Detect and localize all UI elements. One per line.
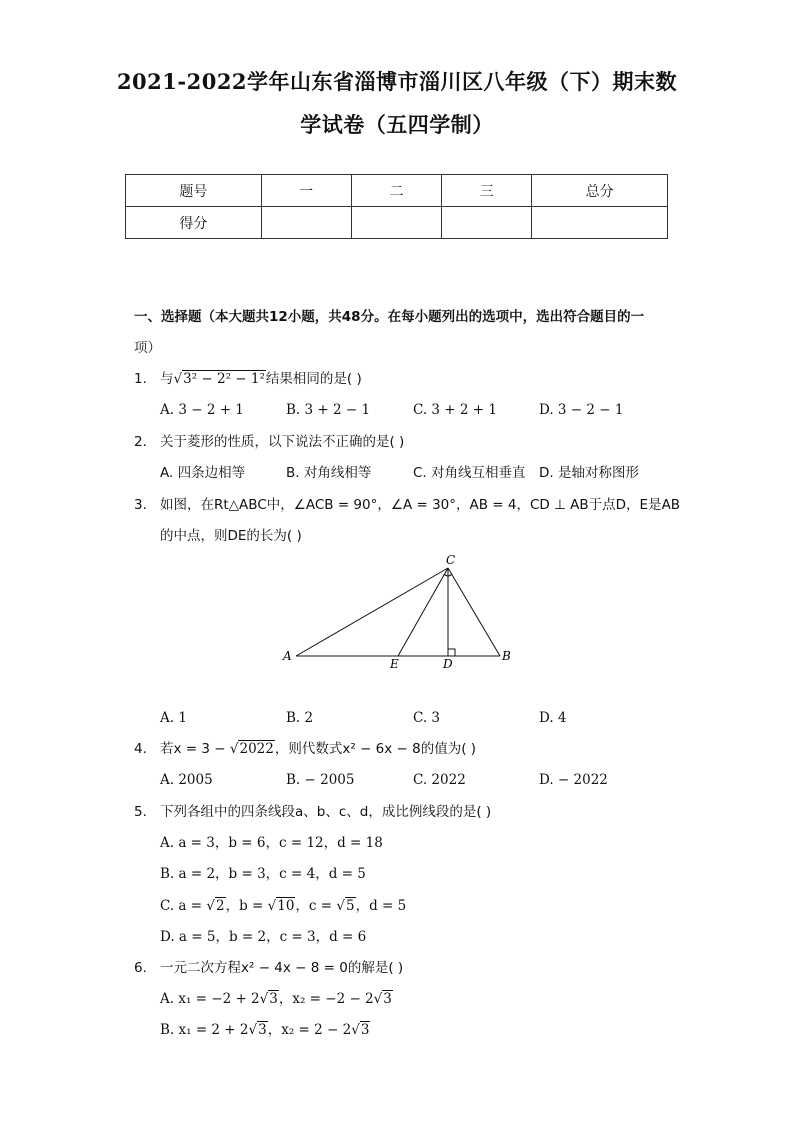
score-header-cell: 总分 xyxy=(532,175,668,207)
side-ac xyxy=(296,568,448,656)
q2-option-a[interactable]: A. 四条边相等 xyxy=(160,465,246,481)
sqrt-sign: √ xyxy=(206,898,215,914)
q2-option-d[interactable]: D. 是轴对称图形 xyxy=(539,465,639,481)
triangle-figure xyxy=(0,550,794,680)
page-title-line1: 2021-2022学年山东省淄博市淄川区八年级（下）期末数 xyxy=(116,69,678,94)
question-6-text: 一元二次方程x² − 4x − 8 = 0的解是( ) xyxy=(160,960,404,976)
q2-option-b[interactable]: B. 对角线相等 xyxy=(286,465,372,481)
question-number: 5. xyxy=(134,804,147,820)
sqrt-sign: √ xyxy=(373,991,383,1007)
q5c-radicand-c: 5 xyxy=(346,898,355,914)
score-table xyxy=(125,174,668,239)
label-d: D xyxy=(443,657,453,671)
question-3-text-line1: 如图，在Rt△ABC中，∠ACB = 90°，∠A = 30°，AB = 4，CD ⊥ AB于点D，E是AB xyxy=(160,497,681,513)
question-1-text xyxy=(160,369,362,389)
q1-suffix: 结果相同的是( ) xyxy=(265,371,362,387)
q5c-label: C. a = xyxy=(160,898,207,914)
q6a-head: A. x₁ = −2 + 2 xyxy=(160,991,260,1007)
q5-option-a[interactable]: A. a = 3，b = 6，c = 12，d = 18 xyxy=(160,835,383,851)
q5-option-b[interactable]: B. a = 2，b = 3，c = 4，d = 5 xyxy=(160,866,366,882)
score-header-cell: 三 xyxy=(442,175,532,207)
q1-option-d[interactable]: D. 3 − 2 − 1 xyxy=(539,402,624,418)
q1-radicand: 3² − 2² − 1² xyxy=(183,371,265,387)
question-4-text xyxy=(160,739,476,759)
q5c-mid1: ，b = xyxy=(225,898,268,914)
q6-option-a[interactable] xyxy=(160,989,393,1009)
q5c-radicand-b: 10 xyxy=(277,898,295,914)
q4-option-b[interactable]: B. − 2005 xyxy=(286,772,355,788)
sqrt-sign: √ xyxy=(259,991,269,1007)
question-2-text: 关于菱形的性质，以下说法不正确的是( ) xyxy=(160,434,405,450)
score-table-header-row xyxy=(126,175,668,207)
score-header-cell: 题号 xyxy=(126,175,262,207)
q5c-tail: ，d = 5 xyxy=(355,898,407,914)
question-3-text-line2: 的中点，则DE的长为( ) xyxy=(160,528,302,544)
section-heading: 一、选择题（本大题共12小题，共48分。在每小题列出的选项中，选出符合题目的一 xyxy=(134,309,645,325)
question-number: 2. xyxy=(134,434,147,450)
section-heading-cont: 项） xyxy=(134,340,161,356)
q4-prefix: 若x = 3 − xyxy=(160,741,230,757)
q6a-mid: ，x₂ = −2 − 2 xyxy=(278,991,374,1007)
q3-option-c[interactable]: C. 3 xyxy=(413,710,441,726)
question-number: 4. xyxy=(134,741,147,757)
q6b-radicand-1: 3 xyxy=(258,1022,267,1038)
question-number: 3. xyxy=(134,497,147,513)
q4-option-a[interactable]: A. 2005 xyxy=(160,772,213,788)
q5-option-c[interactable] xyxy=(160,896,406,916)
right-angle-mark-d xyxy=(448,649,455,656)
q6-option-b[interactable] xyxy=(160,1020,370,1040)
q6b-head: B. x₁ = 2 + 2 xyxy=(160,1022,249,1038)
q4-option-c[interactable]: C. 2022 xyxy=(413,772,466,788)
q6a-radicand-2: 3 xyxy=(383,991,392,1007)
q5c-radicand-a: 2 xyxy=(215,898,225,914)
q1-option-a[interactable]: A. 3 − 2 + 1 xyxy=(160,402,244,418)
q1-option-c[interactable]: C. 3 + 2 + 1 xyxy=(413,402,497,418)
sqrt-sign: √ xyxy=(173,371,183,387)
q3-option-b[interactable]: B. 2 xyxy=(286,710,314,726)
q3-option-a[interactable]: A. 1 xyxy=(160,710,187,726)
q3-option-d[interactable]: D. 4 xyxy=(539,710,567,726)
segment-ce xyxy=(398,568,448,656)
q5-option-d[interactable]: D. a = 5，b = 2，c = 3，d = 6 xyxy=(160,929,367,945)
q1-option-b[interactable]: B. 3 + 2 − 1 xyxy=(286,402,371,418)
label-c: C xyxy=(446,553,456,567)
q2-option-c[interactable]: C. 对角线互相垂直 xyxy=(413,465,526,481)
q4-suffix: ，则代数式x² − 6x − 8的值为( ) xyxy=(274,741,477,757)
question-number: 1. xyxy=(134,371,147,387)
side-bc xyxy=(448,568,500,656)
score-cell[interactable] xyxy=(351,207,442,239)
score-cell[interactable] xyxy=(442,207,532,239)
score-table-row xyxy=(126,207,668,239)
score-row-label: 得分 xyxy=(126,207,262,239)
sqrt-sign: √ xyxy=(248,1022,258,1038)
sqrt-sign: √ xyxy=(267,898,277,914)
q1-prefix: 与 xyxy=(160,371,174,387)
q5c-mid2: ，c = xyxy=(295,898,337,914)
sqrt-sign: √ xyxy=(336,898,345,914)
q6b-radicand-2: 3 xyxy=(360,1022,370,1038)
question-number: 6. xyxy=(134,960,147,976)
score-header-cell: 一 xyxy=(261,175,351,207)
label-e: E xyxy=(390,657,399,671)
sqrt-sign: √ xyxy=(229,741,239,757)
sqrt-sign: √ xyxy=(351,1022,360,1038)
q6b-mid: ，x₂ = 2 − 2 xyxy=(267,1022,352,1038)
question-5-text: 下列各组中的四条线段a、b、c、d，成比例线段的是( ) xyxy=(160,804,492,820)
q6a-radicand-1: 3 xyxy=(269,991,278,1007)
score-header-cell: 二 xyxy=(351,175,442,207)
q4-radicand: 2022 xyxy=(239,741,274,757)
page-title-line2: 学试卷（五四学制） xyxy=(300,112,494,137)
label-b: B xyxy=(502,649,511,663)
label-a: A xyxy=(283,649,292,663)
score-cell[interactable] xyxy=(532,207,668,239)
score-cell[interactable] xyxy=(261,207,351,239)
q4-option-d[interactable]: D. − 2022 xyxy=(539,772,608,788)
